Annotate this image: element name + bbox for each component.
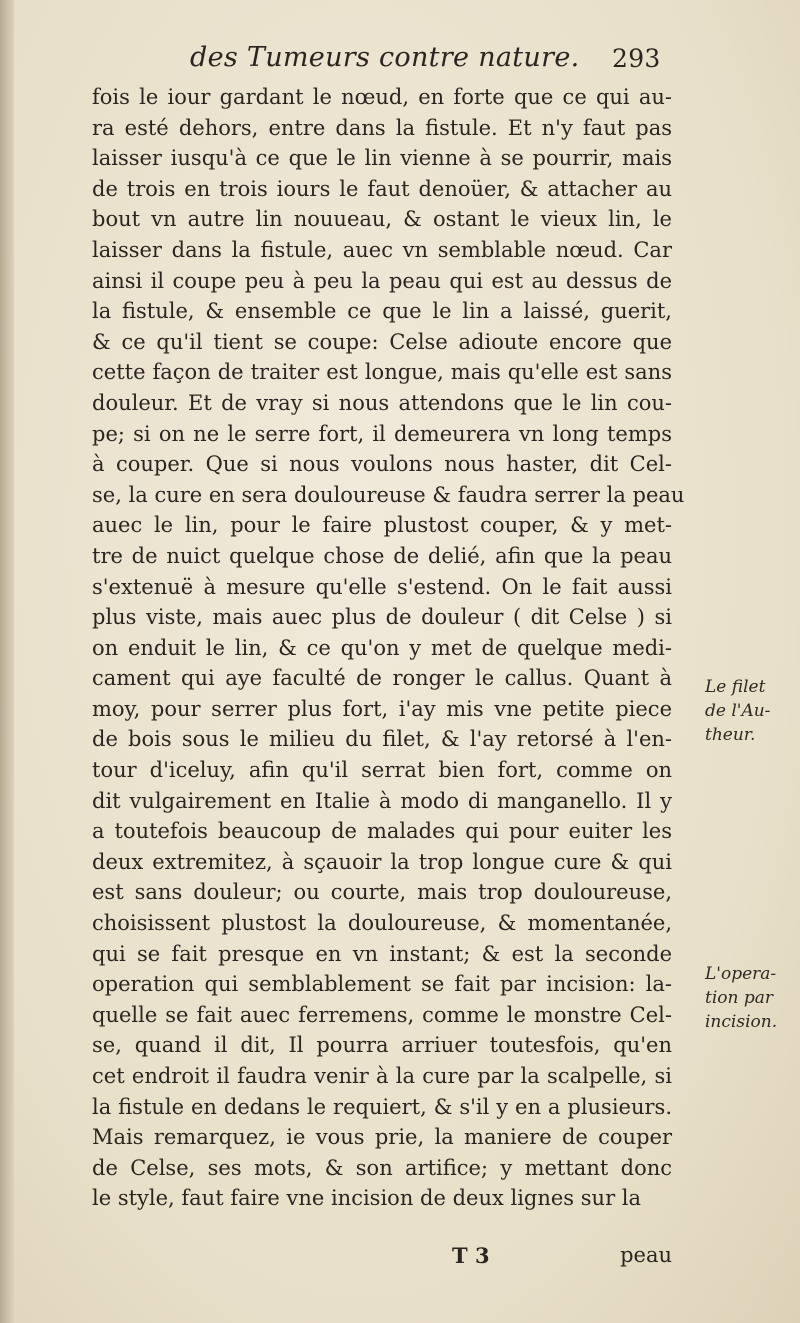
text-line: tour d'iceluy, afin qu'il serrat bien fort, comme on — [92, 758, 672, 783]
text-line: le style, faut faire vne incision de deux lignes sur la — [92, 1186, 642, 1211]
text-line: & ce qu'il tient se coupe: Celse adioute encore que — [92, 329, 672, 354]
margin-note-line: de l'Au- — [705, 701, 771, 721]
text-line: ainsi il coupe peu à peu la peau qui est au dessus de — [92, 268, 672, 293]
text-line: s'extenuë à mesure qu'elle s'estend. On le fait aussi — [92, 574, 672, 599]
margin-note-line: tion par — [705, 988, 773, 1008]
text-line: à couper. Que si nous voulons nous haster, dit Cel- — [92, 452, 672, 477]
text-line: fois le iour gardant le nœud, en forte que ce qui au- — [92, 85, 672, 109]
text-line: ra esté dehors, entre dans la fistule. Et n'y faut pas — [92, 115, 672, 140]
text-line: la fistule en dedans le requiert, & s'il y en a plusieurs. — [92, 1094, 672, 1119]
text-line: qui se fait presque en vn instant; & est la seconde — [92, 941, 672, 966]
text-line: de Celse, ses mots, & son artifice; y mettant donc — [92, 1155, 672, 1180]
text-line: se, quand il dit, Il pourra arriuer toutesfois, qu'en — [92, 1033, 672, 1058]
text-line: laisser iusqu'à ce que le lin vienne à se pourrir, mais — [92, 146, 672, 171]
margin-note-line: incision. — [705, 1012, 778, 1032]
running-header — [190, 42, 660, 73]
text-line: dit vulgairement en Italie à modo di manganello. Il y — [92, 788, 672, 813]
body-text — [92, 82, 685, 1214]
margin-note-line: L'opera- — [705, 964, 777, 984]
text-line: cet endroit il faudra venir à la cure par la scalpelle, si — [92, 1064, 672, 1088]
text-line: cament qui aye faculté de ronger le callus. Quant à — [92, 666, 672, 691]
text-line: pe; si on ne le serre fort, il demeurera vn long temps — [92, 421, 672, 446]
text-line: auec le lin, pour le faire plustost couper, & y met- — [92, 513, 672, 538]
page-gutter — [0, 0, 14, 1323]
text-line: douleur. Et de vray si nous attendons que le lin cou- — [92, 390, 672, 415]
page-number: 293 — [612, 44, 661, 73]
text-line: a toutefois beaucoup de malades qui pour euiter les — [92, 819, 672, 844]
text-line: de trois en trois iours le faut denoüer, & attacher au — [92, 176, 672, 201]
running-title: des Tumeurs contre nature. — [190, 42, 580, 73]
text-line: laisser dans la fistule, auec vn semblable nœud. Car — [92, 237, 672, 262]
text-line: quelle se fait auec ferremens, comme le monstre Cel- — [92, 1002, 672, 1027]
text-line: se, la cure en sera douloureuse & faudra serrer la peau — [92, 482, 685, 507]
catchword: peau — [620, 1243, 672, 1267]
text-line: Mais remarquez, ie vous prie, la maniere de couper — [92, 1125, 672, 1150]
text-line: operation qui semblablement se fait par incision: la- — [92, 972, 672, 997]
text-line: cette façon de traiter est longue, mais qu'elle est sans — [92, 360, 672, 385]
text-line: bout vn autre lin nouueau, & ostant le vieux lin, le — [92, 207, 672, 232]
text-line: deux extremitez, à sçauoir la trop longue cure & qui — [92, 849, 672, 874]
page-footer — [92, 1243, 672, 1273]
text-line: la fistule, & ensemble ce que le lin a laissé, guerit, — [92, 299, 672, 324]
text-line: on enduit le lin, & ce qu'on y met de quelque medi- — [92, 635, 672, 660]
signature-mark: T 3 — [452, 1243, 490, 1268]
margin-note-line: Le filet — [705, 677, 766, 697]
text-line: choisissent plustost la douloureuse, & momentanée, — [92, 911, 672, 936]
text-line: tre de nuict quelque chose de delié, afin que la peau — [92, 543, 672, 568]
margin-note-line: theur. — [705, 725, 756, 745]
text-line: est sans douleur; ou courte, mais trop douloureuse, — [92, 880, 672, 905]
text-line: plus viste, mais auec plus de douleur ( dit Celse ) si — [92, 605, 672, 630]
margin-note-operation — [705, 962, 777, 1034]
margin-note-filet — [705, 675, 770, 747]
text-line: de bois sous le milieu du filet, & l'ay retorsé à l'en- — [92, 727, 672, 752]
text-line: moy, pour serrer plus fort, i'ay mis vne petite piece — [92, 696, 672, 721]
